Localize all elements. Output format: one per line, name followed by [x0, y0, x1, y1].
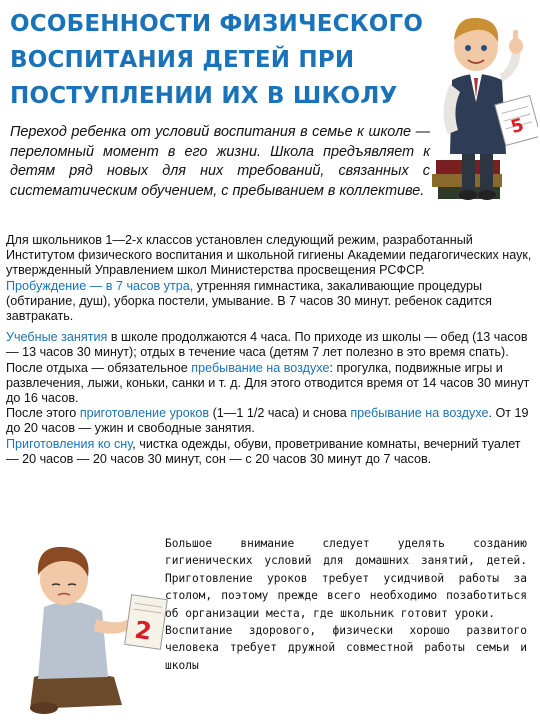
- daily-routine-text: [6, 233, 532, 467]
- bottom-paragraph-homework-conditions: Большое внимание следует уделять созданию гигиенических условий для домашних занятий, детей. Приготовление уроков требует усидчивой работы за столом, поэтому прежде всего необходимо позаботиться об организации места, где школьник готовит уроки.: [165, 537, 527, 620]
- wake-paragraph: Пробуждение — в 7 часов утра, утренняя гимнастика, закаливающие процедуры (обтирание, душ), уборка постели, умывание. В 7 часов 30 минут. ребенок садится завтракать.: [6, 278, 492, 324]
- bottom-text-block: [165, 535, 527, 674]
- sleep-paragraph: Приготовления ко сну, чистка одежды, обуви, проветривание комнаты, вечерний туалет — 20 часов — 20 часов 30 минут, сон — с 20 часов 30 минут до 7 часов.: [6, 436, 521, 466]
- sleep-highlight: Приготовления ко сну: [6, 436, 133, 451]
- top-paper-grade: 5: [508, 114, 527, 139]
- intro-paragraph: Для школьников 1—2-х классов установлен следующий режим, разработанный Институтом физического воспитания и школьной гигиены Академии педагогических наук, утвержденный Управлением школ Министерства просвещения РСФСР.: [6, 233, 532, 278]
- page-title: ОСОБЕННОСТИ ФИЗИЧЕСКОГО ВОСПИТАНИЯ ДЕТЕЙ ПРИ ПОСТУПЛЕНИИ ИХ В ШКОЛУ: [10, 11, 424, 109]
- lead-paragraph: Переход ребенка от условий воспитания в семье к школе — переломный момент в его жизни. Школа предъявляет к детям ряд новых для них требований, связанных с систематическим обучением, с пребыванием в коллективе.: [10, 124, 430, 199]
- schoolboy-with-bad-grade-illustration: [4, 527, 169, 717]
- lessons-highlight: Учебные занятия: [6, 330, 108, 345]
- lessons-paragraph: Учебные занятия в школе продолжаются 4 часа. По приходе из школы — обед (13 часов — 13 часов 30 минут); отдых в течение часа (детям 7 лет полезно в это время спать).: [6, 330, 528, 360]
- bottom-paper-grade: 2: [132, 615, 154, 646]
- homework-highlight: приготовление уроков: [79, 406, 210, 421]
- bottom-paragraph-cooperation: Воспитание здорового, физически хорошо развитого человека требует дружной совместной работы семьи и школы: [165, 624, 527, 672]
- homework-paragraph: После этого приготовление уроков (1—1 1/2 часа) и снова пребывание на воздухе. От 19 до 20 часов — ужин и свободные занятия.: [6, 406, 529, 436]
- outdoor-paragraph: После отдыха — обязательное пребывание на воздухе: прогулка, подвижные игры и развлечения, лыжи, коньки, санки и т. д. Для этого отводится время от 14 часов 30 минут до 16 часов.: [6, 360, 530, 406]
- outdoor-highlight: пребывание на воздухе: [191, 360, 330, 375]
- outdoor-again-highlight: пребывание на воздухе: [350, 406, 489, 421]
- wake-highlight: Пробуждение — в 7 часов утра,: [6, 278, 194, 293]
- schoolboy-thumbs-up-illustration: [430, 2, 538, 207]
